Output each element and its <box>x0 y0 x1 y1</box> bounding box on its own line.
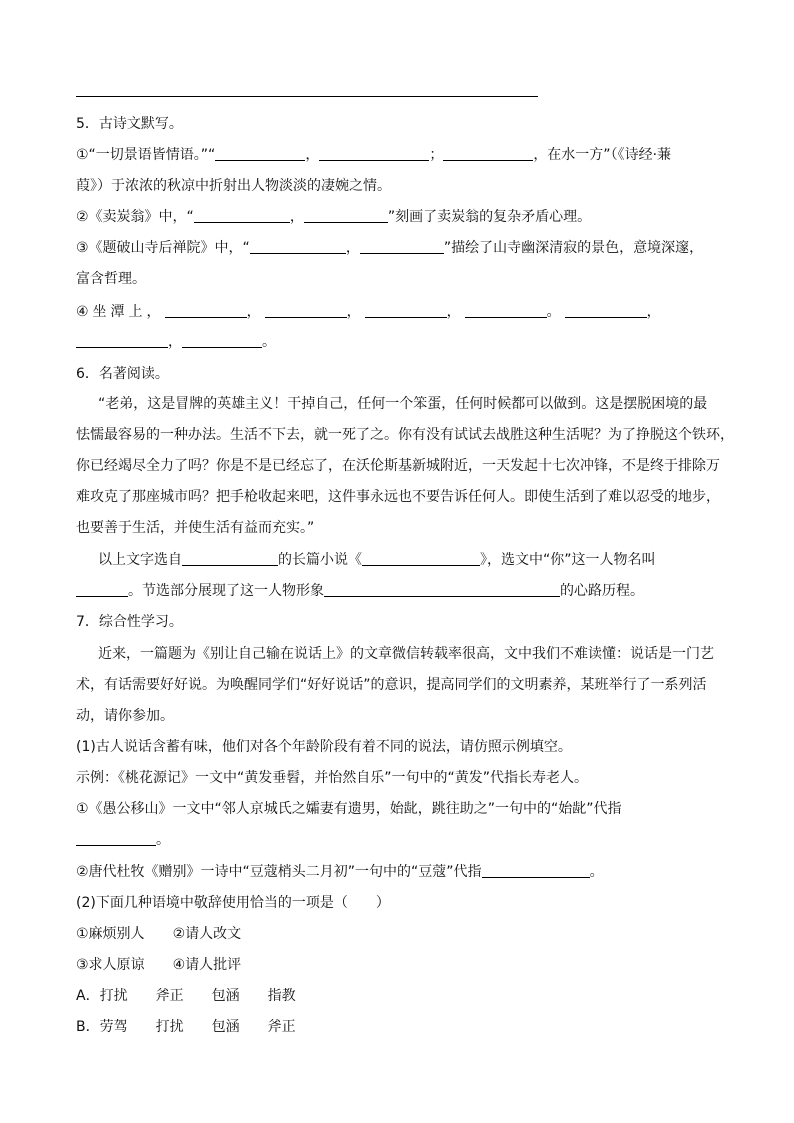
fill-blank[interactable] <box>165 303 247 318</box>
q6-passage-line: 难攻克了那座城市吗？把手枪收起来吧，这件事永远也不要告诉任何人。即使生活到了难以忍受的地步， <box>76 489 720 505</box>
fill-blank[interactable] <box>482 863 590 878</box>
q5-item3-cont: 富含哲理。 <box>76 271 146 287</box>
q7-intro-line: 近来，一篇题为《别让自己输在说话上》的文章微信转载率很高，文中我们不难读懂：说话是一门艺 <box>98 646 714 662</box>
q6-passage-line: 你已经竭尽全力了吗？你是不是已经忘了，在沃伦斯基新城附近，一天发起十七次冲锋，不是终于排除万 <box>76 458 720 474</box>
q5-item2: ②《卖炭翁》中，“ ， ”刻画了卖炭翁的复杂矛盾心理。 <box>76 209 592 225</box>
fill-blank[interactable] <box>265 303 347 318</box>
fill-blank[interactable] <box>360 239 444 254</box>
q6-passage-line: “老弟，这是冒牌的英雄主义！干掉自己，任何一个笨蛋，任何时候都可以做到。这是摆脱困境的最 <box>98 396 708 412</box>
q7-sub2: (2)下面几种语境中敬辞使用恰当的一项是（ ） <box>76 895 390 911</box>
fill-blank[interactable] <box>304 208 388 223</box>
fill-blank[interactable] <box>182 333 262 348</box>
q7-option-b[interactable]: B．劳驾 打扰 包涵 斧正 <box>76 1019 296 1035</box>
q6-question-cont: 。节选部分展现了这一人物形象 的心路历程。 <box>76 581 644 601</box>
fill-blank[interactable] <box>365 303 447 318</box>
q7-sub1-item1: ①《愚公移山》一文中“邻人京城氏之孀妻有遗男，始龀，跳往助之”一句中的“始龀”代指 <box>76 801 622 817</box>
fill-blank[interactable] <box>76 831 156 846</box>
q7-intro-line: 动，请你参加。 <box>76 708 174 724</box>
fill-blank[interactable] <box>362 551 480 566</box>
q5-item4-cont: ， 。 <box>76 332 276 352</box>
q5-item1: ①“一切景语皆情语。”“ ， ； ，在水一方”（《诗经·蒹 <box>76 147 672 163</box>
q6-passage-line: 怯懦最容易的一种办法。生活不下去，就一死了之。你有没有试试去战胜这种生活呢？为了挣脱这个铁环， <box>76 427 734 443</box>
fill-blank[interactable] <box>76 333 168 348</box>
q7-sub1-item2: ②唐代杜牧《赠别》一诗中“豆蔻梢头二月初”一句中的“豆蔻”代指 。 <box>76 864 604 880</box>
fill-blank[interactable] <box>250 239 346 254</box>
q7-option-a[interactable]: A．打扰 斧正 包涵 指教 <box>76 988 296 1004</box>
q5-title: 5．古诗文默写。 <box>76 116 183 132</box>
q5-item4: ④坐潭上， ， ， ， 。 ， <box>76 304 665 320</box>
fill-blank[interactable] <box>443 146 533 161</box>
fill-blank[interactable] <box>76 582 128 597</box>
fill-blank[interactable] <box>565 303 647 318</box>
q6-passage-line: 也要善于生活，并使生活有益而充实。” <box>76 520 315 536</box>
q7-title: 7．综合性学习。 <box>76 614 183 630</box>
fill-blank[interactable] <box>465 303 547 318</box>
q6-question: 以上文字选自 的长篇小说《 》，选文中“你”这一人物名叫 <box>98 552 656 568</box>
q6-title: 6．名著阅读。 <box>76 366 169 382</box>
answer-line <box>76 96 538 97</box>
q5-item1-cont: 葭》）于浓浓的秋凉中折射出人物淡淡的凄婉之情。 <box>76 178 391 194</box>
q7-sub1-item1-cont: 。 <box>76 830 170 850</box>
fill-blank[interactable] <box>215 146 305 161</box>
q7-intro-line: 术，有话需要好好说。为唤醒同学们“好好说话”的意识，提高同学们的文明素养，某班举行了一系列活 <box>76 677 707 693</box>
q7-context-row: ①麻烦别人 ②请人改文 <box>76 926 242 942</box>
fill-blank[interactable] <box>182 551 278 566</box>
q7-example: 示例：《桃花源记》一文中“黄发垂髫，并怡然自乐”一句中的“黄发”代指长寿老人。 <box>76 770 589 786</box>
q7-context-row: ③求人原谅 ④请人批评 <box>76 957 242 973</box>
q5-item3: ③《题破山寺后禅院》中，“ ， ”描绘了山寺幽深清寂的景色，意境深邃， <box>76 240 704 256</box>
fill-blank[interactable] <box>319 146 429 161</box>
fill-blank[interactable] <box>324 582 560 597</box>
q7-sub1: (1)古人说话含蓄有味，他们对各个年龄阶段有着不同的说法，请仿照示例填空。 <box>76 739 572 755</box>
fill-blank[interactable] <box>194 208 290 223</box>
